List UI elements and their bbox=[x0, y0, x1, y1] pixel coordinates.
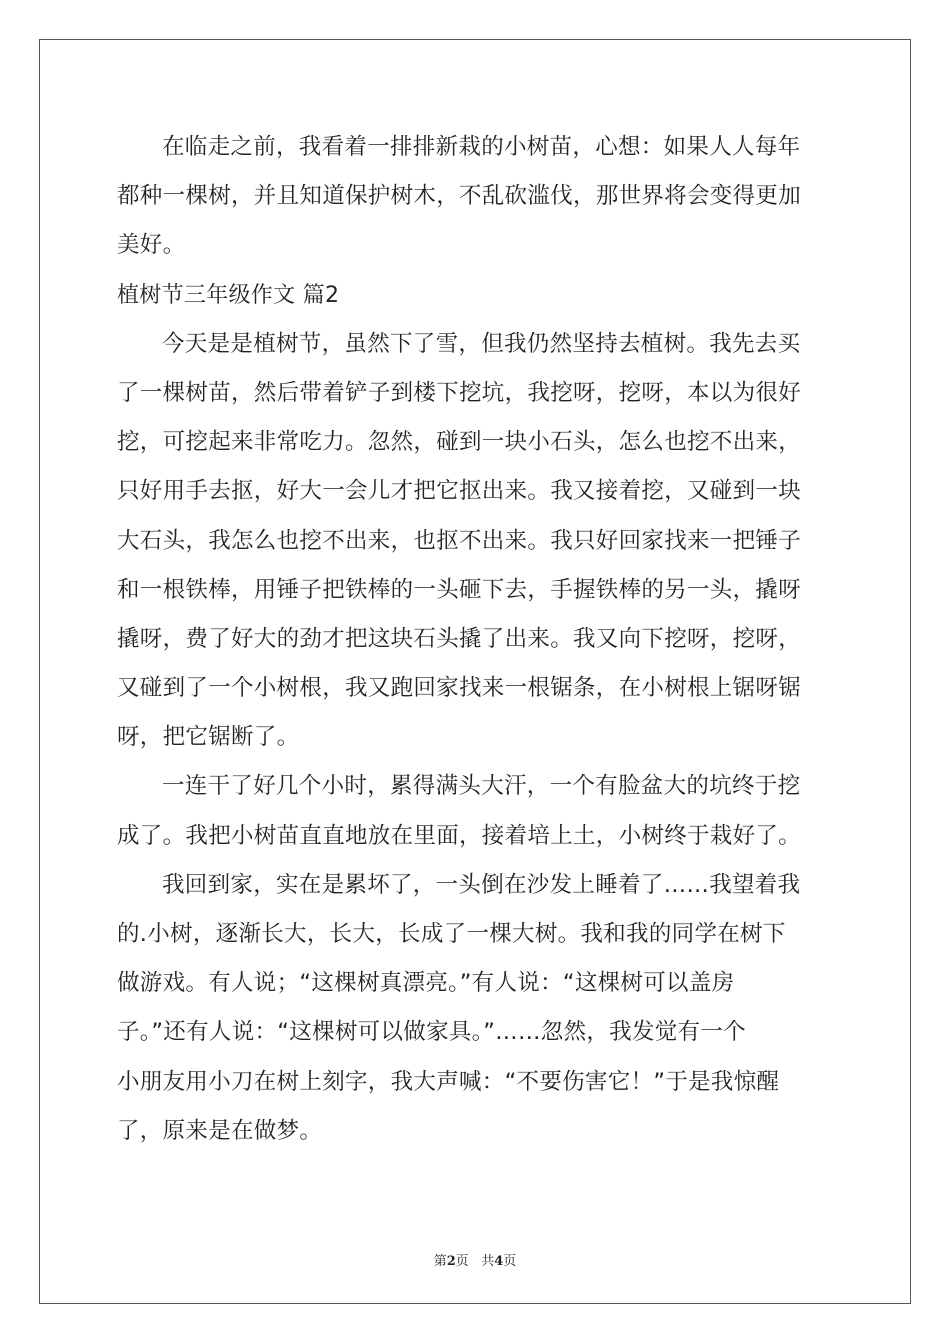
page-footer bbox=[0, 1250, 950, 1269]
text-line: 成了。我把小树苗直直地放在里面，接着培上土，小树终于栽好了。 bbox=[117, 822, 802, 849]
text-line: 在临走之前，我看着一排排新栽的小树苗，心想：如果人人每年 bbox=[162, 134, 801, 160]
text-line: 呀，把它锯断了。 bbox=[117, 724, 300, 751]
text-line: 小朋友用小刀在树上刻字，我大声喊：“不要伤害它！”于是我惊醒 bbox=[117, 1068, 780, 1095]
text-line: 今天是是植树节，虽然下了雪，但我仍然坚持去植树。我先去买 bbox=[162, 330, 801, 357]
section-heading bbox=[117, 271, 833, 320]
total-suffix: 页 bbox=[503, 1254, 517, 1269]
document-body bbox=[117, 123, 833, 1156]
text-line: 了一棵树苗，然后带着铲子到楼下挖坑，我挖呀，挖呀，本以为很好 bbox=[117, 379, 802, 406]
text-line: 都种一棵树，并且知道保护树木，不乱砍滥伐，那世界将会变得更加 bbox=[117, 183, 802, 210]
text-line: 只好用手去抠，好大一会儿才把它抠出来。我又接着挖，又碰到一块 bbox=[117, 478, 802, 505]
page-prefix: 第 bbox=[433, 1254, 447, 1269]
paragraph bbox=[117, 123, 833, 271]
text-line: 我回到家，实在是累坏了，一头倒在沙发上睡着了……我望着我 bbox=[162, 871, 801, 898]
text-line: 子。”还有人说：“这棵树可以做家具。”……忽然，我发觉有一个 bbox=[117, 1019, 746, 1046]
text-line: 一连干了好几个小时，累得满头大汗，一个有脸盆大的坑终于挖 bbox=[162, 773, 801, 800]
text-line: 了，原来是在做梦。 bbox=[117, 1117, 323, 1144]
text-line: 美好。 bbox=[117, 232, 186, 259]
total-pages: 4 bbox=[494, 1254, 504, 1269]
text-line: 挖，可挖起来非常吃力。忽然，碰到一块小石头，怎么也挖不出来， bbox=[117, 429, 802, 456]
total-prefix: 共 bbox=[481, 1254, 495, 1269]
text-line: 做游戏。有人说；“这棵树真漂亮。”有人说：“这棵树可以盖房 bbox=[117, 970, 735, 997]
text-line: 和一根铁棒，用锤子把铁棒的一头砸下去，手握铁棒的另一头，撬呀 bbox=[117, 576, 802, 603]
text-line: 又碰到了一个小树根，我又跑回家找来一根锯条，在小树根上锯呀锯 bbox=[117, 675, 802, 702]
paragraph bbox=[117, 320, 833, 763]
page-number: 2 bbox=[446, 1254, 456, 1269]
text-line: 的.小树，逐渐长大，长大，长成了一棵大树。我和我的同学在树下 bbox=[117, 921, 786, 947]
text-line: 大石头，我怎么也挖不出来，也抠不出来。我只好回家找来一把锤子 bbox=[117, 527, 802, 554]
paragraph bbox=[117, 762, 833, 860]
heading-text: 植树节三年级作文 篇2 bbox=[117, 282, 340, 308]
text-line: 撬呀，费了好大的劲才把这块石头撬了出来。我又向下挖呀，挖呀， bbox=[117, 625, 802, 652]
paragraph bbox=[117, 861, 833, 1156]
page-suffix: 页 bbox=[455, 1254, 469, 1269]
